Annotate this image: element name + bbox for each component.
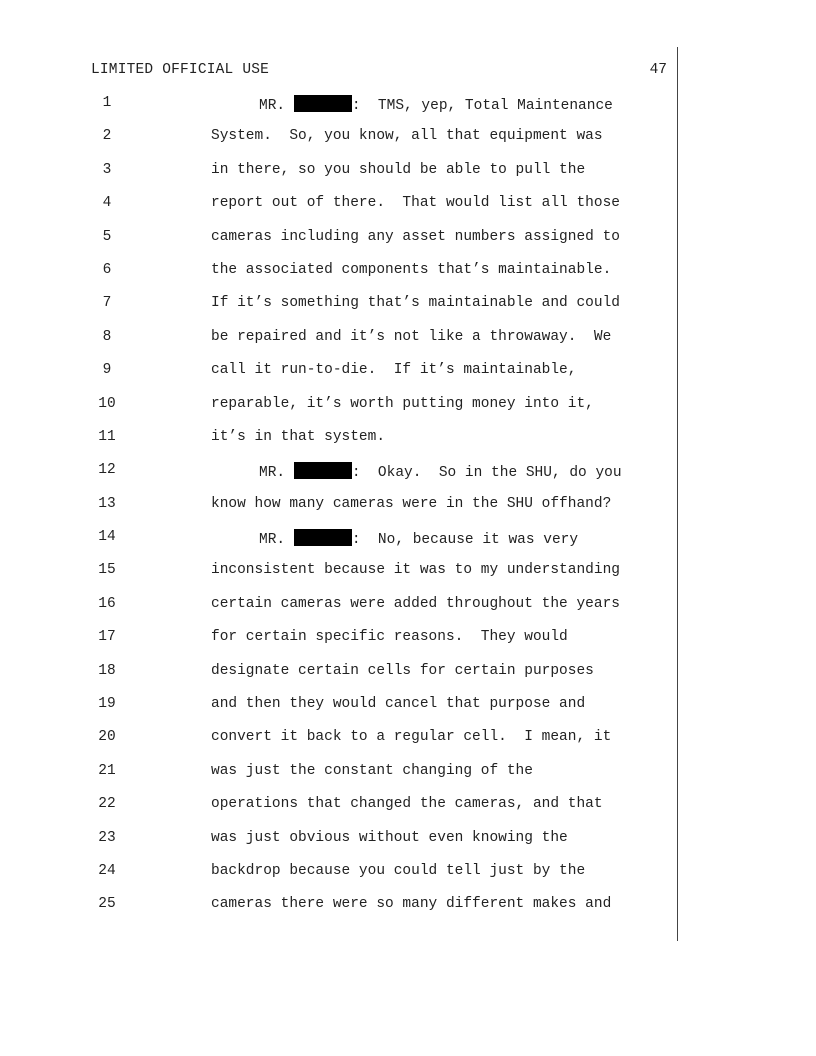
redaction-box (294, 462, 352, 479)
line-text: If it’s something that’s maintainable and could (211, 295, 620, 312)
transcript-line (0, 627, 816, 660)
speaker-line (259, 95, 613, 114)
line-number: 23 (98, 829, 116, 846)
line-text: backdrop because you could tell just by the (211, 862, 586, 879)
line-number: 19 (98, 696, 116, 713)
redaction-box (294, 95, 352, 112)
line-number: 9 (102, 362, 112, 379)
line-text: convert it back to a regular cell. I mean, it (211, 729, 612, 746)
line-number: 12 (98, 462, 116, 479)
transcript-line (0, 894, 816, 927)
line-text: inconsistent because it was to my understanding (211, 562, 620, 579)
transcript-line (0, 193, 816, 226)
transcript-line (0, 427, 816, 460)
speaker-text: : No, because it was very (351, 532, 579, 549)
transcript-line (0, 828, 816, 861)
line-text: it’s in that system. (211, 428, 386, 445)
speaker-prefix: MR. (259, 98, 294, 114)
line-text: was just obvious without even knowing the (211, 829, 568, 846)
line-number: 24 (98, 862, 116, 879)
transcript-line (0, 93, 816, 126)
transcript-line (0, 260, 816, 293)
speaker-prefix: MR. (259, 532, 294, 549)
line-number: 20 (98, 729, 116, 746)
line-text: the associated components that’s maintainable. (211, 261, 612, 278)
line-number: 15 (98, 562, 116, 579)
line-text: and then they would cancel that purpose and (211, 696, 586, 713)
line-text: operations that changed the cameras, and that (211, 796, 603, 813)
transcript-line (0, 527, 816, 560)
line-text: reparable, it’s worth putting money into it, (211, 395, 594, 412)
transcript-line (0, 594, 816, 627)
line-number: 4 (102, 195, 112, 212)
line-number: 18 (98, 662, 116, 679)
transcript-line (0, 160, 816, 193)
line-number: 10 (98, 395, 116, 412)
page-number: 47 (649, 62, 667, 78)
line-number: 6 (102, 261, 112, 278)
line-number: 1 (102, 95, 112, 111)
transcript-line (0, 327, 816, 360)
transcript-line (0, 761, 816, 794)
transcript-line (0, 494, 816, 527)
line-text: was just the constant changing of the (211, 762, 533, 779)
transcript-line (0, 560, 816, 593)
speaker-text: : Okay. So in the SHU, do you (351, 465, 622, 482)
line-number: 11 (98, 428, 116, 445)
line-text: be repaired and it’s not like a throwaway. We (211, 328, 612, 345)
line-text: designate certain cells for certain purposes (211, 662, 594, 679)
transcript-lines (0, 93, 816, 928)
line-number: 8 (102, 328, 112, 345)
line-number: 7 (102, 295, 112, 312)
transcript-line (0, 227, 816, 260)
line-number: 16 (98, 595, 116, 612)
line-text: certain cameras were added throughout the years (211, 595, 620, 612)
speaker-line (259, 529, 578, 548)
transcript-line (0, 694, 816, 727)
transcript-line (0, 727, 816, 760)
line-number: 17 (98, 629, 116, 646)
line-number: 13 (98, 495, 116, 512)
line-number: 21 (98, 762, 116, 779)
classification-header: LIMITED OFFICIAL USE (91, 62, 270, 78)
line-number: 2 (102, 128, 112, 145)
speaker-prefix: MR. (259, 465, 294, 482)
speaker-text: : TMS, yep, Total Maintenance (351, 98, 613, 114)
transcript-line (0, 360, 816, 393)
line-number: 5 (102, 228, 112, 245)
transcript-line (0, 861, 816, 894)
line-number: 25 (98, 896, 116, 913)
redaction-box (294, 529, 352, 546)
transcript-line (0, 126, 816, 159)
line-text: report out of there. That would list all those (211, 195, 620, 212)
line-text: for certain specific reasons. They would (211, 629, 568, 646)
transcript-line (0, 794, 816, 827)
transcript-line (0, 460, 816, 493)
line-text: System. So, you know, all that equipment was (211, 128, 603, 145)
line-text: cameras there were so many different makes and (211, 896, 612, 913)
line-text: cameras including any asset numbers assigned to (211, 228, 620, 245)
transcript-line (0, 661, 816, 694)
line-number: 22 (98, 796, 116, 813)
line-number: 14 (98, 529, 116, 546)
transcript-line (0, 394, 816, 427)
line-text: in there, so you should be able to pull the (211, 161, 586, 178)
line-text: know how many cameras were in the SHU offhand? (211, 495, 612, 512)
speaker-line (259, 462, 622, 481)
line-number: 3 (102, 161, 112, 178)
transcript-line (0, 293, 816, 326)
line-text: call it run-to-die. If it’s maintainable, (211, 362, 577, 379)
